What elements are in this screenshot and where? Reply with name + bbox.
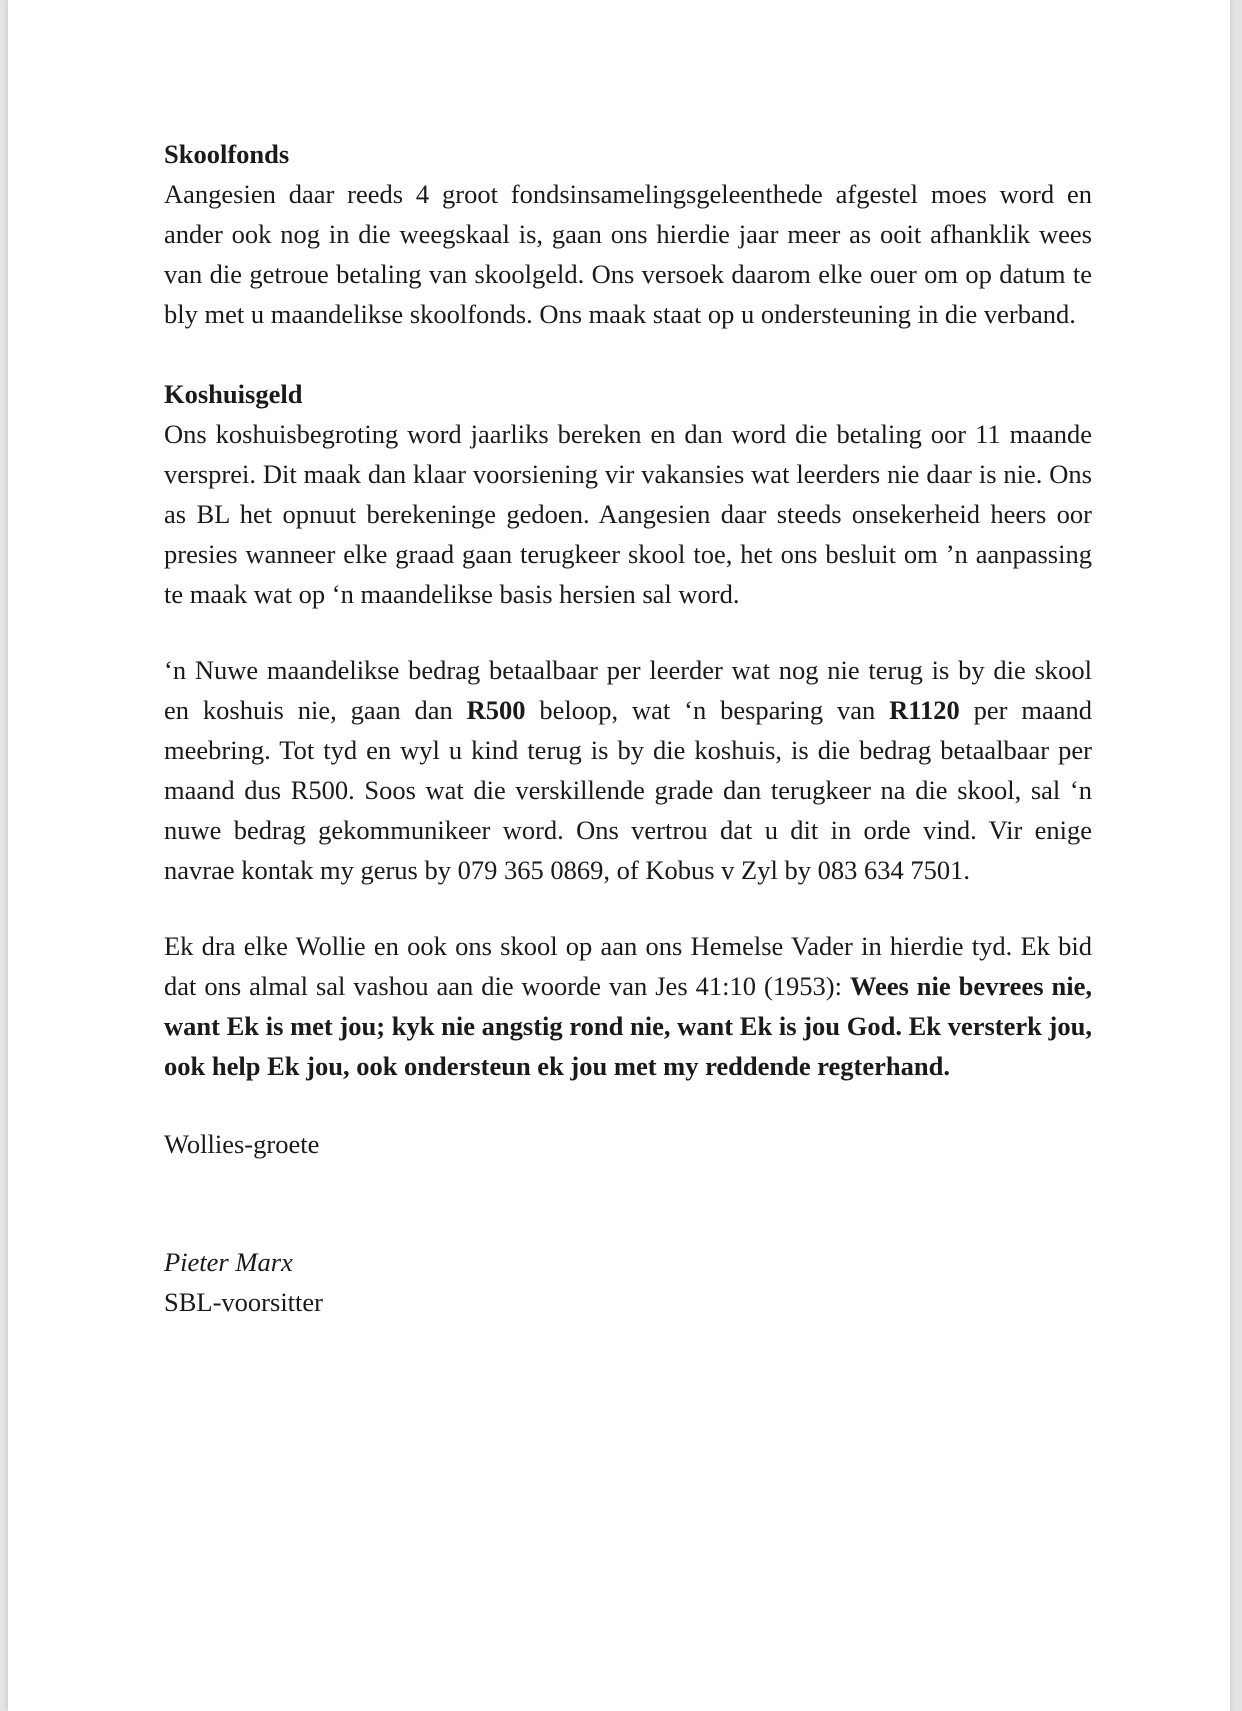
amount-new: R500 bbox=[466, 695, 526, 725]
spacer bbox=[164, 334, 1092, 374]
bible-verse: Wees nie bevrees nie, want Ek is met jou; kyk nie angstig rond nie, want Ek is jou God. Ek versterk jou, ook help Ek jou, ook ondersteun ek jou met my reddende regterhand. bbox=[164, 971, 1092, 1081]
paragraph-koshuisgeld: Ons koshuisbegroting word jaarliks bereken en dan word die betaling oor 11 maande versprei. Dit maak dan klaar voorsiening vir vakansies wat leerders nie daar is nie. Ons as BL het opnuut berekeninge gedoen. Aangesien daar steeds onsekerheid heers oor presies wanneer elke graad gaan terugkeer skool toe, het ons besluit om ’n aanpassing te maak wat op ‘n maandelikse basis hersien sal word. bbox=[164, 419, 1092, 609]
amount-text-part1: ‘n Nuwe maandelikse bedrag betaalbaar per leerder wat nog nie terug is by die skool en koshuis nie, gaan dan bbox=[164, 655, 1092, 725]
paragraph-new-amount bbox=[164, 650, 1092, 890]
signatory-name: Pieter Marx bbox=[164, 1247, 293, 1277]
letter-body bbox=[164, 134, 1092, 1322]
document-page bbox=[8, 0, 1230, 1711]
amount-text-part2: beloop, wat ‘n besparing van bbox=[525, 695, 890, 725]
amount-saving: R1120 bbox=[889, 695, 960, 725]
section-heading-koshuisgeld: Koshuisgeld bbox=[164, 379, 303, 409]
amount-text-part3: per maand meebring. Tot tyd en wyl u kind terug is by die koshuis, is die bedrag betaalbaar per maand dus R500. Soos wat die verskillende grade dan terugkeer na die skool, sal ‘n nuwe bedrag gekommunikeer word. Ons vertrou dat u dit in orde vind. Vir enige navrae kontak my gerus by 079 365 0869, of Kobus v Zyl by 083 634 7501. bbox=[164, 695, 1092, 885]
paragraph-skoolfonds: Aangesien daar reeds 4 groot fondsinsamelingsgeleenthede afgestel moes word en ander ook nog in die weegskaal is, gaan ons hierdie jaar meer as ooit afhanklik wees van die getroue betaling van skoolgeld. Ons versoek daarom elke ouer om op datum te bly met u maandelikse skoolfonds. Ons maak staat op u ondersteuning in die verband. bbox=[164, 179, 1092, 329]
spacer bbox=[164, 1086, 1092, 1124]
paragraph-closing bbox=[164, 926, 1092, 1086]
greeting: Wollies-groete bbox=[164, 1129, 320, 1159]
spacer bbox=[164, 1164, 1092, 1242]
signatory-title: SBL-voorsitter bbox=[164, 1287, 323, 1317]
spacer bbox=[164, 614, 1092, 650]
section-heading-skoolfonds: Skoolfonds bbox=[164, 139, 290, 169]
closing-intro: Ek dra elke Wollie en ook ons skool op aan ons Hemelse Vader in hierdie tyd. Ek bid dat ons almal sal vashou aan die woorde van Jes 41:10 (1953): bbox=[164, 931, 1092, 1001]
spacer bbox=[164, 890, 1092, 926]
